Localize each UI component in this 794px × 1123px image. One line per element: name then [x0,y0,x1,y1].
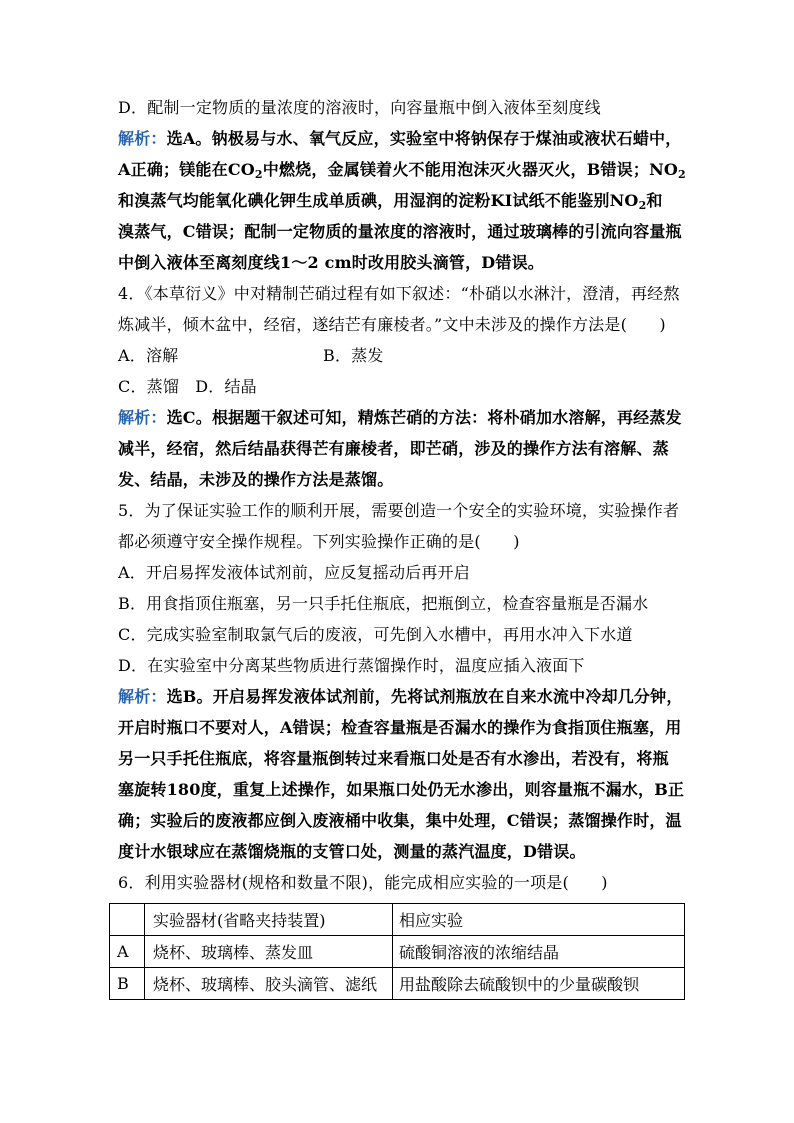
q4-option-a: A．溶解 [118,346,179,365]
a3-text-2b: 中燃烧，金属镁着火不能用泡沫灭火器灭火，B错误；NO [262,160,679,179]
q4-line-2: 炼减半，倾木盆中，经宿，遂结芒有廉棱者。”文中未涉及的操作方法是( ) [118,315,666,334]
analysis-label: 解析： [118,408,167,427]
table-row [110,936,685,968]
a3-text-1: 选A。钠极易与水、氧气反应，实验室中将钠保存于煤油或液状石蜡中， [166,129,682,148]
a5-line-5: 确；实验后的废液都应倒入废液桶中收集，集中处理，C错误；蒸馏操作时，温 [118,811,682,830]
table-header-row [110,904,685,936]
a5-line-3: 另一只手托住瓶底，将容量瓶倒转过来看瓶口处是否有水渗出，若没有，将瓶 [118,749,669,768]
a5-line-2: 开启时瓶口不要对人，A错误；检查容量瓶是否漏水的操作为食指顶住瓶塞，用 [118,718,682,737]
table-header-cell [110,904,145,936]
q5-option-b: B．用食指顶住瓶塞，另一只手托住瓶底，把瓶倒立，检查容量瓶是否漏水 [118,594,649,613]
a3-line-1 [118,123,688,154]
table-header-cell: 相应实验 [393,904,685,936]
equipment-table [109,903,685,1000]
table-cell: 烧杯、玻璃棒、胶头滴管、滤纸 [145,968,393,1000]
q5-line-2: 都必须遵守安全操作规程。下列实验操作正确的是( ) [118,532,520,551]
q4-line-1: 4．《本草衍义》中对精制芒硝过程有如下叙述：“朴硝以水淋汁，澄清，再经熬 [118,284,680,303]
analysis-label: 解析： [118,687,167,706]
a4-line-3: 发、结晶，未涉及的操作方法是蒸馏。 [118,470,394,489]
q4-options-cd: C．蒸馏 D．结晶 [118,377,257,396]
table-header-cell: 实验器材(省略夹持装置) [145,904,393,936]
table-row [110,968,685,1000]
table-cell: B [110,968,145,1000]
a4-line-2: 减半，经宿，然后结晶获得芒有廉棱者，即芒硝，涉及的操作方法有溶解、蒸 [118,439,669,458]
analysis-label: 解析： [118,129,167,148]
a3-line-2 [118,154,688,185]
a3-text-2a: A正确；镁能在CO [118,160,255,179]
a3-text-3b: 和 [646,191,663,210]
table-cell: 用盐酸除去硫酸钡中的少量碳酸钡 [393,968,685,1000]
a4-line-1 [118,402,688,433]
a5-line-4: 塞旋转180度，重复上述操作，如果瓶口处仍无水渗出，则容量瓶不漏水，B正 [118,780,685,799]
a5-line-1 [118,681,688,712]
table-cell: A [110,936,145,968]
table-cell: 硫酸铜溶液的浓缩结晶 [393,936,685,968]
table-cell: 烧杯、玻璃棒、蒸发皿 [145,936,393,968]
a3-line-4: 溴蒸气，C错误；配制一定物质的量浓度的溶液时，通过玻璃棒的引流向容量瓶 [118,222,682,241]
q5-option-a: A．开启易挥发液体试剂前，应反复摇动后再开启 [118,563,470,582]
a5-line-6: 度计水银球应在蒸馏烧瓶的支管口处，测量的蒸汽温度，D错误。 [118,842,586,861]
a3-text-3a: 和溴蒸气均能氧化碘化钾生成单质碘，用湿润的淀粉KI试纸不能鉴别NO [118,191,639,210]
subscript-2: 2 [678,168,686,181]
q6-line-1: 6．利用实验器材(规格和数量不限)，能完成相应实验的一项是( ) [118,873,608,892]
subscript-2: 2 [638,199,647,212]
a5-text-1: 选B。开启易挥发液体试剂前，先将试剂瓶放在自来水流中冷却几分钟， [166,687,683,706]
q5-line-1: 5．为了保证实验工作的顺利开展，需要创造一个安全的实验环境，实验操作者 [118,501,680,520]
q4-option-b: B．蒸发 [323,346,384,365]
q5-option-c: C．完成实验室制取氯气后的废液，可先倒入水槽中，再用水冲入下水道 [118,625,633,644]
q5-option-d: D．在实验室中分离某些物质进行蒸馏操作时，温度应插入液面下 [118,656,585,675]
a3-line-3 [118,185,688,216]
subscript-2: 2 [254,168,263,181]
a3-line-5: 中倒入液体至离刻度线1～2 cm时改用胶头滴管，D错误。 [118,253,544,272]
document-body [118,92,688,898]
a4-text-1: 选C。根据题干叙述可知，精炼芒硝的方法：将朴硝加水溶解，再经蒸发 [166,408,682,427]
q4-options-ab [118,340,688,371]
q3-option-d: D．配制一定物质的量浓度的溶液时，向容量瓶中倒入液体至刻度线 [118,98,601,117]
